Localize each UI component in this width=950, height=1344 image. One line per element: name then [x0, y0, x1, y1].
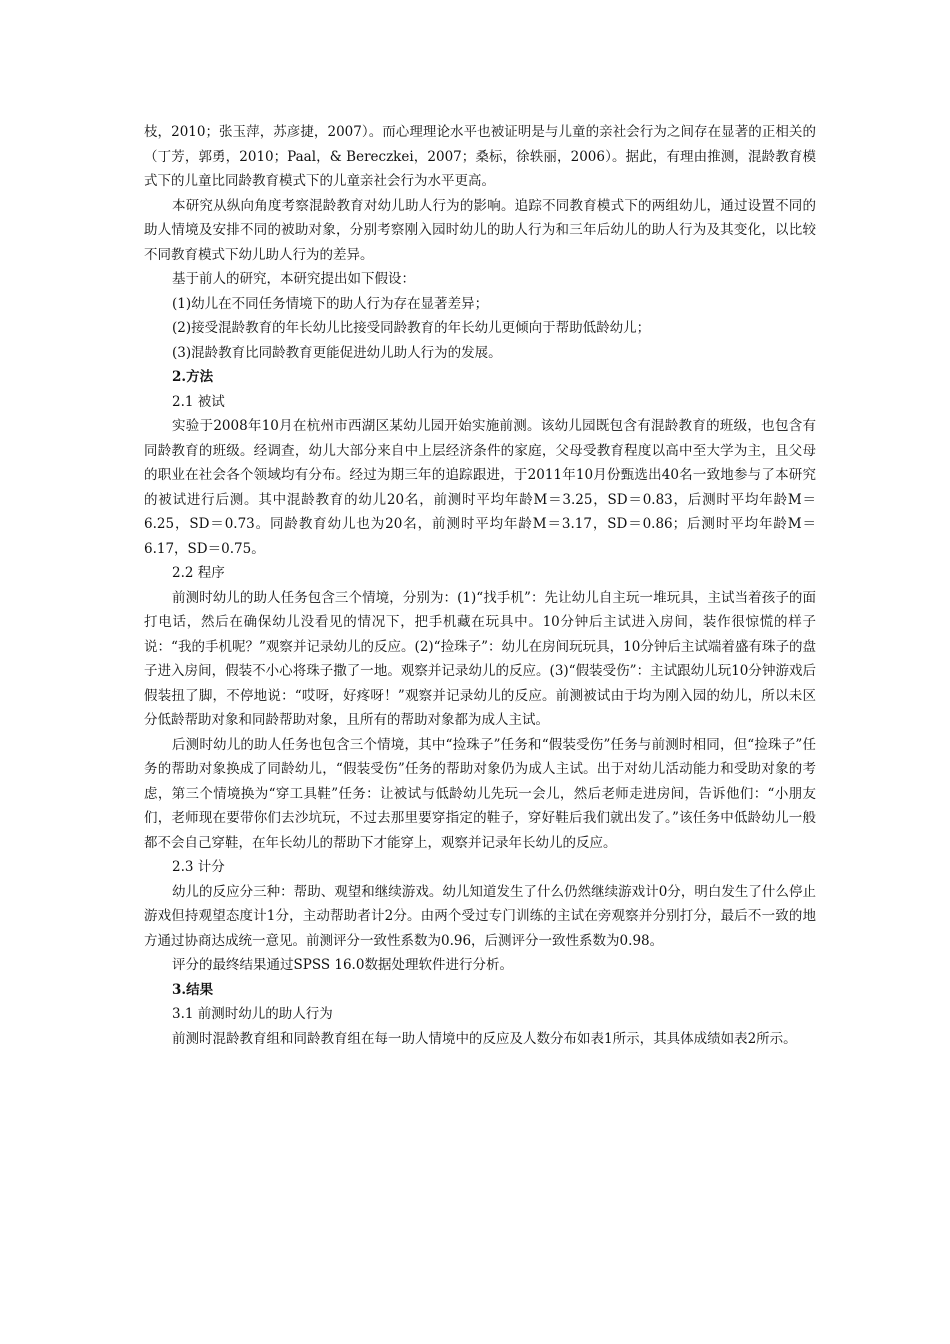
paragraph-participants: 实验于2008年10月在杭州市西湖区某幼儿园开始实施前测。该幼儿园既包含有混龄教育的班级，也包含有同龄教育的班级。经调查，幼儿大部分来自中上层经济条件的家庭，父母受教育程度以高中至大学为主，且父母的职业在社会各个领域均有分布。经过为期三年的追踪跟进，于2011年10月份甄选出40名一致地参与了本研究的被试进行后测。其中混龄教育的幼儿20名，前测时平均年龄M＝3.25，SD＝0.83，后测时平均年龄M＝6.25，SD＝0.73。同龄教育幼儿也为20名，前测时平均年龄M＝3.17，SD＝0.86；后测时平均年龄M＝6.17，SD＝0.75。: [144, 418, 816, 557]
subsection-heading-pretest-results: 3.1 前测时幼儿的助人行为: [172, 1006, 333, 1022]
paragraph-continuation: 枝，2010；张玉萍，苏彦捷，2007）。而心理理论水平也被证明是与儿童的亲社会行为之间存在显著的正相关的（丁芳，郭勇，2010；Paal，& Bereczkei，2007；桑标，徐轶丽，2006）。据此，有理由推测，混龄教育模式下的儿童比同龄教育模式下的儿童亲社会行为水平更高。: [144, 124, 816, 189]
section-heading-results: 3.结果: [172, 981, 214, 998]
paragraph-pretest-results: 前测时混龄教育组和同龄教育组在每一助人情境中的反应及人数分布如表1所示，其具体成绩如表2所示。: [172, 1030, 797, 1047]
subsection-heading-participants: 2.1 被试: [172, 393, 225, 410]
hypothesis-1: (1)幼儿在不同任务情境下的助人行为存在显著差异；: [172, 295, 489, 312]
paragraph-study-aim: 本研究从纵向角度考察混龄教育对幼儿助人行为的影响。追踪不同教育模式下的两组幼儿，通过设置不同的助人情境及安排不同的被助对象，分别考察刚入园时幼儿的助人行为和三年后幼儿的助人行为及其变化，以比较不同教育模式下幼儿助人行为的差异。: [144, 197, 816, 263]
paragraph-pretest-procedure: 前测时幼儿的助人任务包含三个情境，分别为：(1)“找手机”：先让幼儿自主玩一堆玩具，主试当着孩子的面打电话，然后在确保幼儿没看见的情况下，把手机藏在玩具中。10分钟后主试进入房间，装作很惊慌的样子说：“我的手机呢？”观察并记录幼儿的反应。(2)“捡珠子”：幼儿在房间玩玩具，10分钟后主试端着盛有珠子的盘子进入房间，假装不小心将珠子撒了一地。观察并记录幼儿的反应。(3)“假装受伤”：主试跟幼儿玩10分钟游戏后假装扭了脚，不停地说：“哎呀，好疼呀！”观察并记录幼儿的反应。前测被试由于均为刚入园的幼儿，所以未区分低龄帮助对象和同龄帮助对象，且所有的帮助对象都为成人主试。: [144, 589, 816, 728]
subsection-heading-scoring: 2.3 计分: [172, 859, 225, 875]
subsection-heading-procedure: 2.2 程序: [172, 565, 225, 581]
paragraph-analysis: 评分的最终结果通过SPSS 16.0数据处理软件进行分析。: [172, 957, 513, 973]
section-heading-methods: 2.方法: [172, 369, 214, 385]
hypothesis-2: (2)接受混龄教育的年长幼儿比接受同龄教育的年长幼儿更倾向于帮助低龄幼儿；: [172, 320, 651, 336]
paragraph-scoring: 幼儿的反应分三种：帮助、观望和继续游戏。幼儿知道发生了什么仍然继续游戏计0分，明白发生了什么停止游戏但持观望态度计1分，主动帮助者计2分。由两个受过专门训练的主试在旁观察并分别打分，最后不一致的地方通过协商达成统一意见。前测评分一致性系数为0.96，后测评分一致性系数为0.98。: [144, 883, 816, 949]
hypothesis-3: (3)混龄教育比同龄教育更能促进幼儿助人行为的发展。: [172, 344, 502, 361]
document-page: [144, 120, 816, 1051]
paragraph-hypotheses-intro: 基于前人的研究，本研究提出如下假设：: [172, 271, 415, 287]
paragraph-posttest-procedure: 后测时幼儿的助人任务也包含三个情境，其中“捡珠子”任务和“假装受伤”任务与前测时相同，但“捡珠子”任务的帮助对象换成了同龄幼儿，“假装受伤”任务的帮助对象仍为成人主试。出于对幼儿活动能力和受助对象的考虑，第三个情境换为“穿工具鞋”任务：让被试与低龄幼儿先玩一会儿，然后老师走进房间，告诉他们：“小朋友们，老师现在要带你们去沙坑玩，不过去那里要穿指定的鞋子，穿好鞋后我们就出发了。”该任务中低龄幼儿一般都不会自己穿鞋，在年长幼儿的帮助下才能穿上，观察并记录年长幼儿的反应。: [144, 736, 816, 851]
